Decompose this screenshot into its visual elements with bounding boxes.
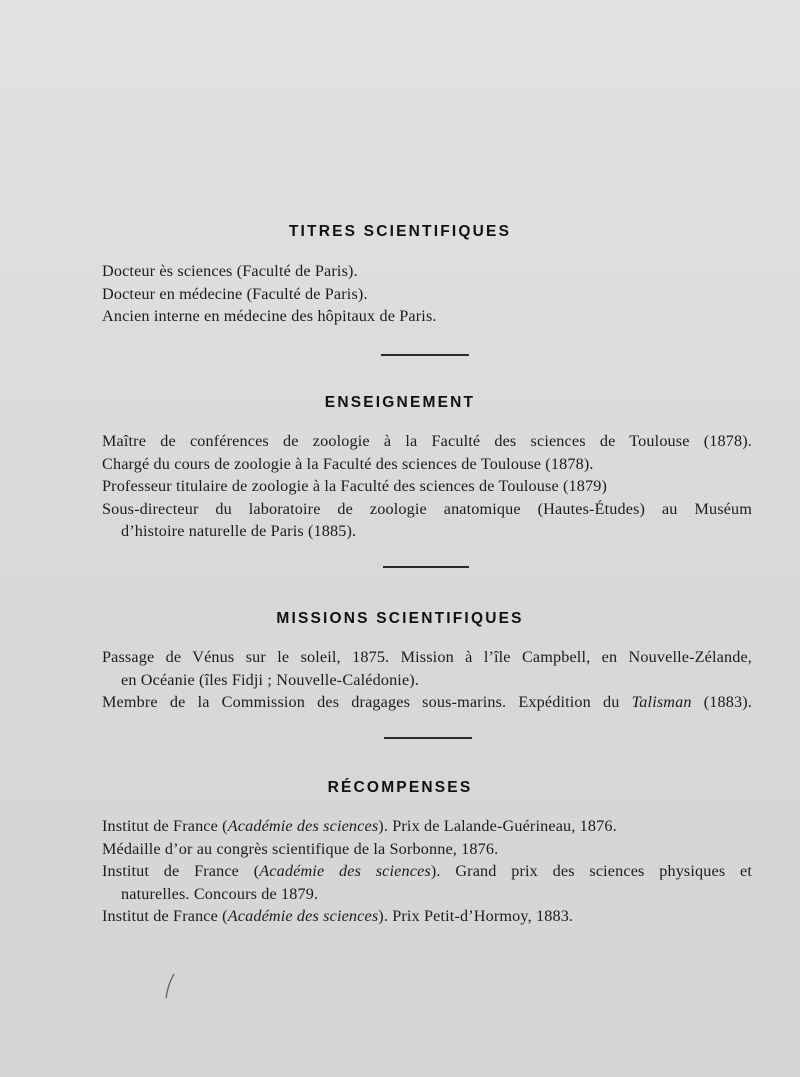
text-line <box>102 815 752 838</box>
italic-title: Académie des sciences <box>227 817 379 835</box>
text-line: Passage de Vénus sur le soleil, 1875. Mission à l’île Campbell, en Nouvelle-Zélande, <box>102 648 752 666</box>
italic-title: Talisman <box>631 693 692 711</box>
text-line: naturelles. Concours de 1879. <box>121 884 319 903</box>
section-divider <box>383 566 469 568</box>
section-divider <box>384 737 472 739</box>
italic-title: Académie des sciences <box>227 907 379 925</box>
section-heading: MISSIONS SCIENTIFIQUES <box>276 610 524 627</box>
section-heading: TITRES SCIENTIFIQUES <box>288 223 512 240</box>
section-heading: RÉCOMPENSES <box>327 779 473 796</box>
text-span: Institut de France ( <box>102 817 228 835</box>
text-line: Chargé du cours de zoologie à la Faculté des sciences de Toulouse (1878). <box>102 454 594 473</box>
italic-title: Académie des sciences <box>259 862 431 880</box>
text-line <box>102 691 752 714</box>
text-line: Médaille d’or au congrès scientifique de la Sorbonne, 1876. <box>102 839 499 858</box>
text-span: ). Grand prix des sciences physiques et <box>430 862 752 880</box>
text-line: Professeur titulaire de zoologie à la Faculté des sciences de Toulouse (1879) <box>102 477 608 495</box>
text-line: Maître de conférences de zoologie à la Faculté des sciences de Toulouse (1878). <box>102 432 752 450</box>
text-line: en Océanie (îles Fidji ; Nouvelle-Calédonie). <box>121 670 420 689</box>
text-span: Institut de France ( <box>102 907 228 925</box>
text-span: (1883). <box>691 693 753 711</box>
section-heading: ENSEIGNEMENT <box>324 394 476 411</box>
text-line <box>102 905 752 928</box>
text-span: Membre de la Commission des dragages sous-marins. Expédition du <box>102 693 632 711</box>
section-missions-scientifiques <box>0 609 800 714</box>
pencil-stroke-mark <box>160 972 180 1002</box>
text-line: Docteur ès sciences (Faculté de Paris). <box>102 262 358 280</box>
text-span: ). Prix de Lalande-Guérineau, 1876. <box>378 817 617 835</box>
text-line: d’histoire naturelle de Paris (1885). <box>121 522 357 540</box>
text-line <box>102 860 752 883</box>
section-enseignement <box>0 393 800 543</box>
text-line: Docteur en médecine (Faculté de Paris). <box>102 284 368 303</box>
section-titres-scientifiques <box>0 222 800 328</box>
text-span: ). Prix Petit-d’Hormoy, 1883. <box>378 907 574 925</box>
section-divider <box>381 354 469 356</box>
text-line: Sous-directeur du laboratoire de zoologie anatomique (Hautes-Études) au Muséum <box>102 499 752 518</box>
section-recompenses <box>0 778 800 928</box>
text-line: Ancien interne en médecine des hôpitaux de Paris. <box>102 307 437 325</box>
text-span: Institut de France ( <box>102 862 260 880</box>
